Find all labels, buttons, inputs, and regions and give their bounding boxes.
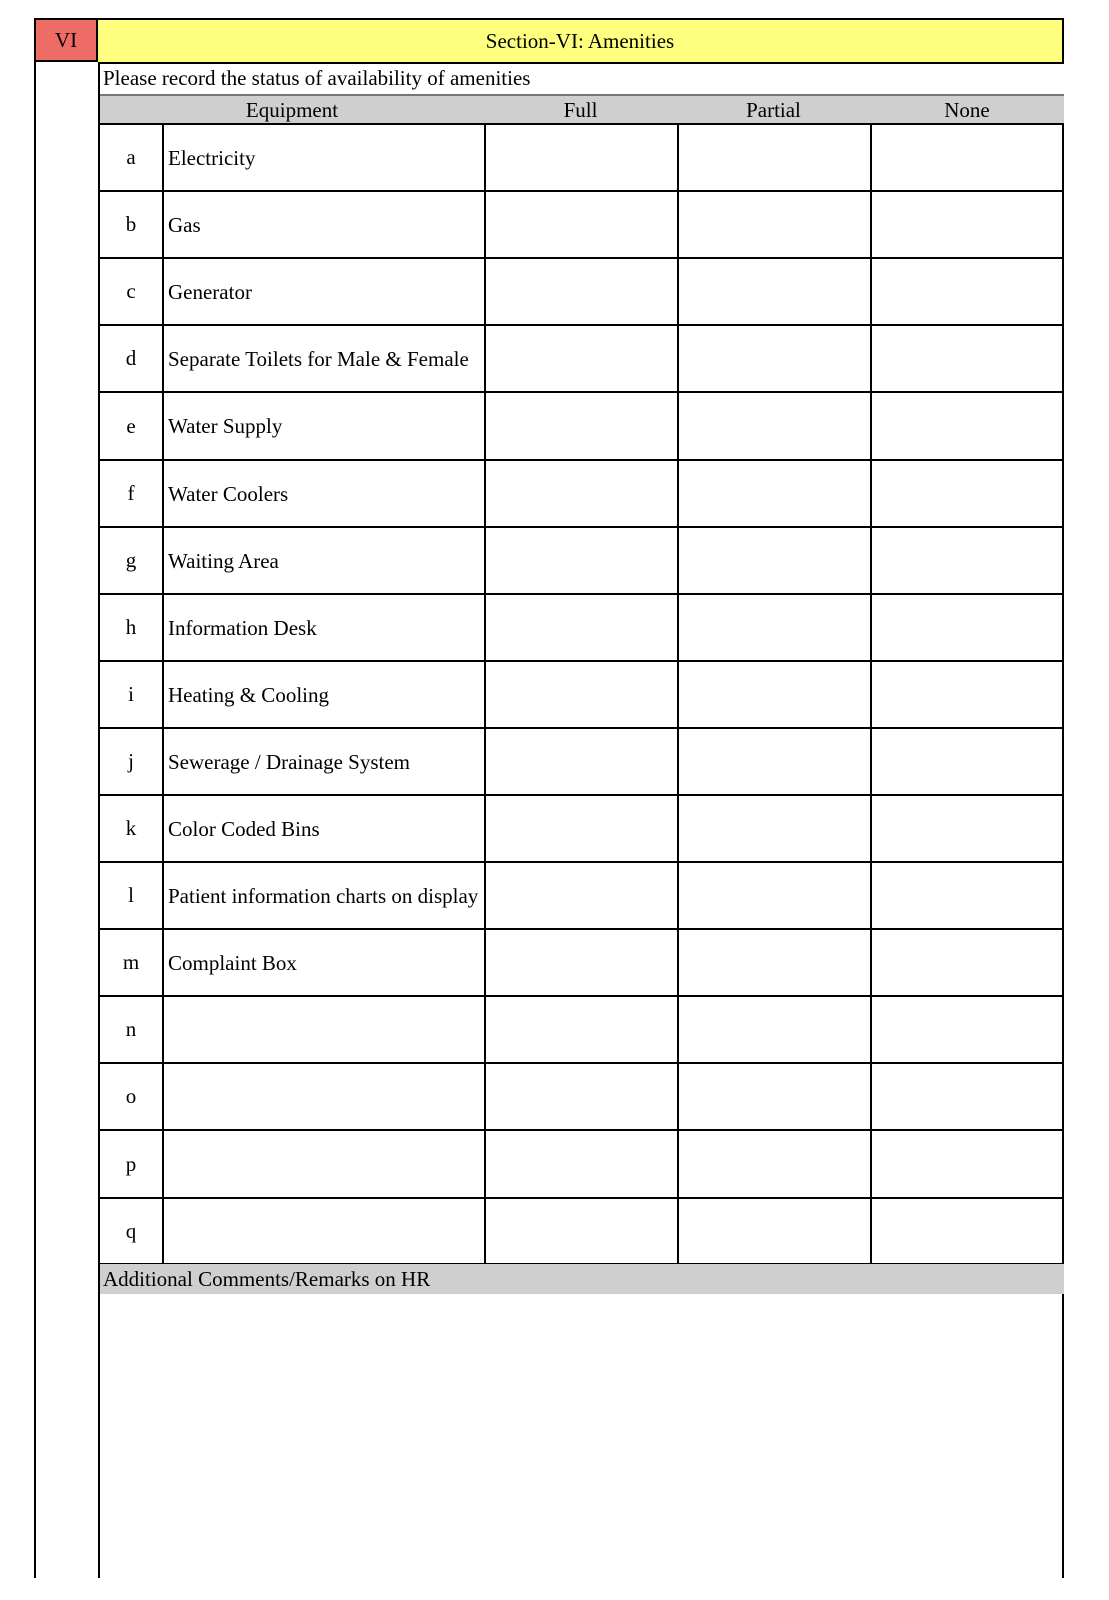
cell-full[interactable] — [486, 1199, 679, 1263]
left-border — [34, 62, 36, 1578]
row-letter: i — [100, 662, 164, 727]
cell-full[interactable] — [486, 259, 679, 324]
table-row — [100, 1199, 1062, 1263]
row-equipment-name[interactable] — [164, 1199, 486, 1263]
cell-full[interactable] — [486, 997, 679, 1062]
table-row — [100, 125, 1062, 192]
row-letter: j — [100, 729, 164, 794]
cell-none[interactable] — [872, 997, 1062, 1062]
row-letter: e — [100, 393, 164, 459]
table-row — [100, 930, 1062, 997]
cell-partial[interactable] — [679, 461, 872, 526]
cell-none[interactable] — [872, 729, 1062, 794]
table-row — [100, 997, 1062, 1064]
cell-none[interactable] — [872, 863, 1062, 928]
cell-none[interactable] — [872, 192, 1062, 257]
cell-full[interactable] — [486, 1131, 679, 1197]
table-row — [100, 528, 1062, 595]
table-row — [100, 192, 1062, 259]
cell-full[interactable] — [486, 863, 679, 928]
table-row — [100, 461, 1062, 528]
cell-partial[interactable] — [679, 729, 872, 794]
row-equipment-name[interactable]: Patient information charts on display — [164, 863, 486, 928]
row-equipment-name[interactable]: Gas — [164, 192, 486, 257]
cell-full[interactable] — [486, 930, 679, 995]
section-number: VI — [34, 18, 98, 62]
cell-full[interactable] — [486, 326, 679, 391]
row-letter: q — [100, 1199, 164, 1263]
table-row — [100, 796, 1062, 863]
right-border — [1062, 1292, 1064, 1578]
row-letter: n — [100, 997, 164, 1062]
cell-full[interactable] — [486, 662, 679, 727]
row-letter: a — [100, 125, 164, 190]
row-equipment-name[interactable]: Sewerage / Drainage System — [164, 729, 486, 794]
row-equipment-name[interactable]: Water Coolers — [164, 461, 486, 526]
row-letter: k — [100, 796, 164, 861]
row-equipment-name[interactable]: Generator — [164, 259, 486, 324]
cell-none[interactable] — [872, 326, 1062, 391]
header-full: Full — [563, 98, 598, 122]
cell-partial[interactable] — [679, 528, 872, 593]
cell-none[interactable] — [872, 259, 1062, 324]
row-letter: c — [100, 259, 164, 324]
cell-full[interactable] — [486, 595, 679, 660]
cell-partial[interactable] — [679, 326, 872, 391]
comments-label: Additional Comments/Remarks on HR — [100, 1264, 1064, 1294]
row-letter: b — [100, 192, 164, 257]
row-letter: d — [100, 326, 164, 391]
row-equipment-name[interactable]: Separate Toilets for Male & Female — [164, 326, 486, 391]
cell-partial[interactable] — [679, 393, 872, 459]
cell-partial[interactable] — [679, 125, 872, 190]
row-equipment-name[interactable]: Waiting Area — [164, 528, 486, 593]
row-letter: g — [100, 528, 164, 593]
cell-partial[interactable] — [679, 1131, 872, 1197]
table-row — [100, 393, 1062, 461]
cell-full[interactable] — [486, 393, 679, 459]
cell-full[interactable] — [486, 528, 679, 593]
cell-none[interactable] — [872, 930, 1062, 995]
table-row — [100, 729, 1062, 796]
row-equipment-name[interactable] — [164, 997, 486, 1062]
cell-full[interactable] — [486, 796, 679, 861]
table-row — [100, 662, 1062, 729]
cell-partial[interactable] — [679, 1064, 872, 1129]
cell-partial[interactable] — [679, 930, 872, 995]
header-equipment: Equipment — [245, 98, 339, 122]
cell-none[interactable] — [872, 528, 1062, 593]
header-partial: Partial — [746, 98, 801, 122]
row-equipment-name[interactable]: Color Coded Bins — [164, 796, 486, 861]
table-row — [100, 595, 1062, 662]
row-equipment-name[interactable]: Complaint Box — [164, 930, 486, 995]
row-letter: m — [100, 930, 164, 995]
table-row — [100, 1064, 1062, 1131]
cell-none[interactable] — [872, 1131, 1062, 1197]
cell-partial[interactable] — [679, 662, 872, 727]
cell-full[interactable] — [486, 192, 679, 257]
cell-full[interactable] — [486, 461, 679, 526]
cell-partial[interactable] — [679, 796, 872, 861]
cell-full[interactable] — [486, 1064, 679, 1129]
table-header — [100, 94, 1064, 124]
cell-none[interactable] — [872, 1199, 1062, 1263]
cell-partial[interactable] — [679, 863, 872, 928]
row-equipment-name[interactable] — [164, 1064, 486, 1129]
cell-none[interactable] — [872, 125, 1062, 190]
cell-full[interactable] — [486, 125, 679, 190]
cell-partial[interactable] — [679, 595, 872, 660]
cell-partial[interactable] — [679, 259, 872, 324]
instruction-text: Please record the status of availability of amenities — [103, 66, 531, 90]
amenities-table — [98, 123, 1064, 1265]
comments-area[interactable] — [100, 1294, 1062, 1578]
row-equipment-name[interactable]: Electricity — [164, 125, 486, 190]
table-row — [100, 863, 1062, 930]
table-row — [100, 1131, 1062, 1199]
row-equipment-name[interactable]: Information Desk — [164, 595, 486, 660]
row-equipment-name[interactable]: Water Supply — [164, 393, 486, 459]
cell-partial[interactable] — [679, 997, 872, 1062]
section-title: Section-VI: Amenities — [98, 18, 1064, 64]
cell-none[interactable] — [872, 1064, 1062, 1129]
row-letter: o — [100, 1064, 164, 1129]
row-equipment-name[interactable]: Heating & Cooling — [164, 662, 486, 727]
row-letter: h — [100, 595, 164, 660]
cell-partial[interactable] — [679, 1199, 872, 1263]
table-row — [100, 326, 1062, 393]
cell-none[interactable] — [872, 595, 1062, 660]
header-none: None — [944, 98, 990, 122]
cell-full[interactable] — [486, 729, 679, 794]
row-letter: p — [100, 1131, 164, 1197]
table-row — [100, 259, 1062, 326]
row-letter: l — [100, 863, 164, 928]
row-equipment-name[interactable] — [164, 1131, 486, 1197]
cell-none[interactable] — [872, 461, 1062, 526]
cell-partial[interactable] — [679, 192, 872, 257]
cell-none[interactable] — [872, 393, 1062, 459]
cell-none[interactable] — [872, 662, 1062, 727]
cell-none[interactable] — [872, 796, 1062, 861]
row-letter: f — [100, 461, 164, 526]
